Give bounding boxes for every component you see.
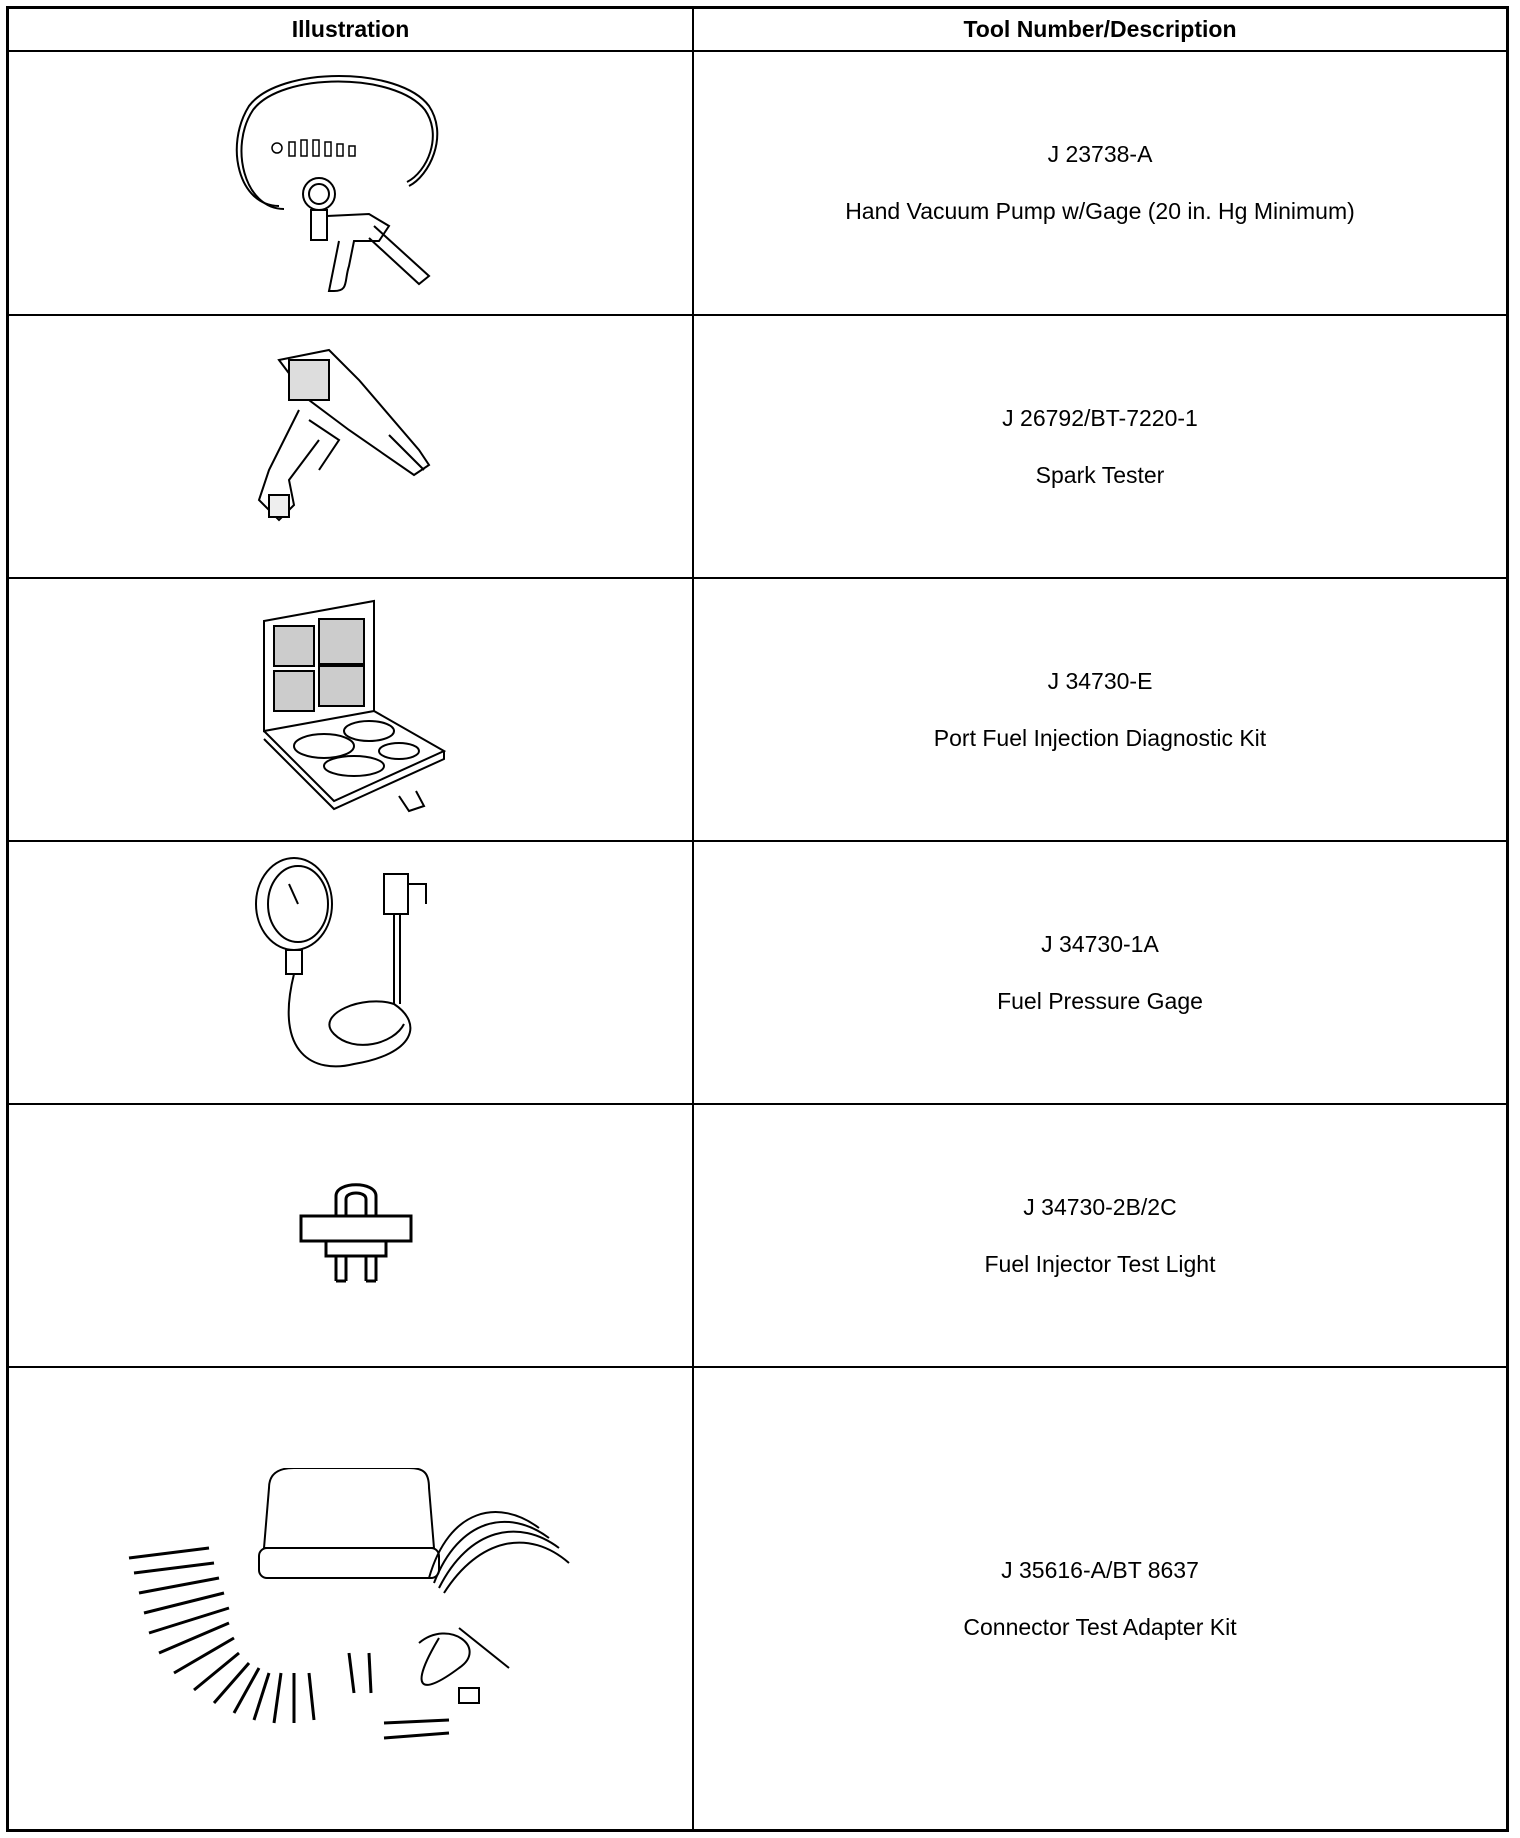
- table-row: [9, 1105, 1506, 1368]
- tool-number: J 26792/BT-7220-1: [1002, 404, 1198, 431]
- spark-tester-icon: [249, 340, 449, 540]
- tool-number: J 23738-A: [1047, 141, 1153, 167]
- tool-description: Spark Tester: [1035, 461, 1165, 488]
- tool-number: J 34730-2B/2C: [1023, 1193, 1177, 1220]
- table-row: [9, 1368, 1506, 1829]
- tool-description: Hand Vacuum Pump w/Gage (20 in. Hg Minimum): [845, 198, 1355, 224]
- description-cell: [694, 316, 1506, 577]
- table-row: [9, 842, 1506, 1105]
- description-cell: [694, 1105, 1506, 1366]
- pressure-gage-icon: [254, 854, 454, 1084]
- table-header: [9, 9, 1506, 52]
- tool-description: Port Fuel Injection Diagnostic Kit: [933, 724, 1267, 751]
- illustration-cell: [9, 316, 692, 577]
- header-illustration: Illustration: [291, 16, 410, 42]
- adapter-kit-icon: [119, 1468, 599, 1768]
- tool-number: J 34730-E: [1047, 667, 1153, 694]
- description-cell: [694, 52, 1506, 314]
- vacuum-pump-icon: [229, 66, 469, 296]
- illustration-cell: [9, 1105, 692, 1366]
- description-cell: [694, 1368, 1506, 1829]
- illustration-cell: [9, 1368, 692, 1829]
- tool-description: Fuel Pressure Gage: [997, 987, 1203, 1014]
- illustration-cell: [9, 52, 692, 314]
- tool-number: J 34730-1A: [1041, 930, 1159, 957]
- table-row: [9, 52, 1506, 316]
- header-tool-description: Tool Number/Description: [963, 16, 1237, 42]
- illustration-cell: [9, 579, 692, 840]
- table-row: [9, 579, 1506, 842]
- test-light-icon: [296, 1181, 426, 1291]
- description-cell: [694, 579, 1506, 840]
- tool-number: J 35616-A/BT 8637: [1001, 1556, 1199, 1583]
- description-cell: [694, 842, 1506, 1103]
- tool-description: Fuel Injector Test Light: [984, 1250, 1216, 1277]
- table-row: [9, 316, 1506, 579]
- tool-description: Connector Test Adapter Kit: [963, 1613, 1237, 1640]
- illustration-cell: [9, 842, 692, 1103]
- tool-table: [6, 6, 1509, 1832]
- diagnostic-kit-case-icon: [254, 591, 454, 821]
